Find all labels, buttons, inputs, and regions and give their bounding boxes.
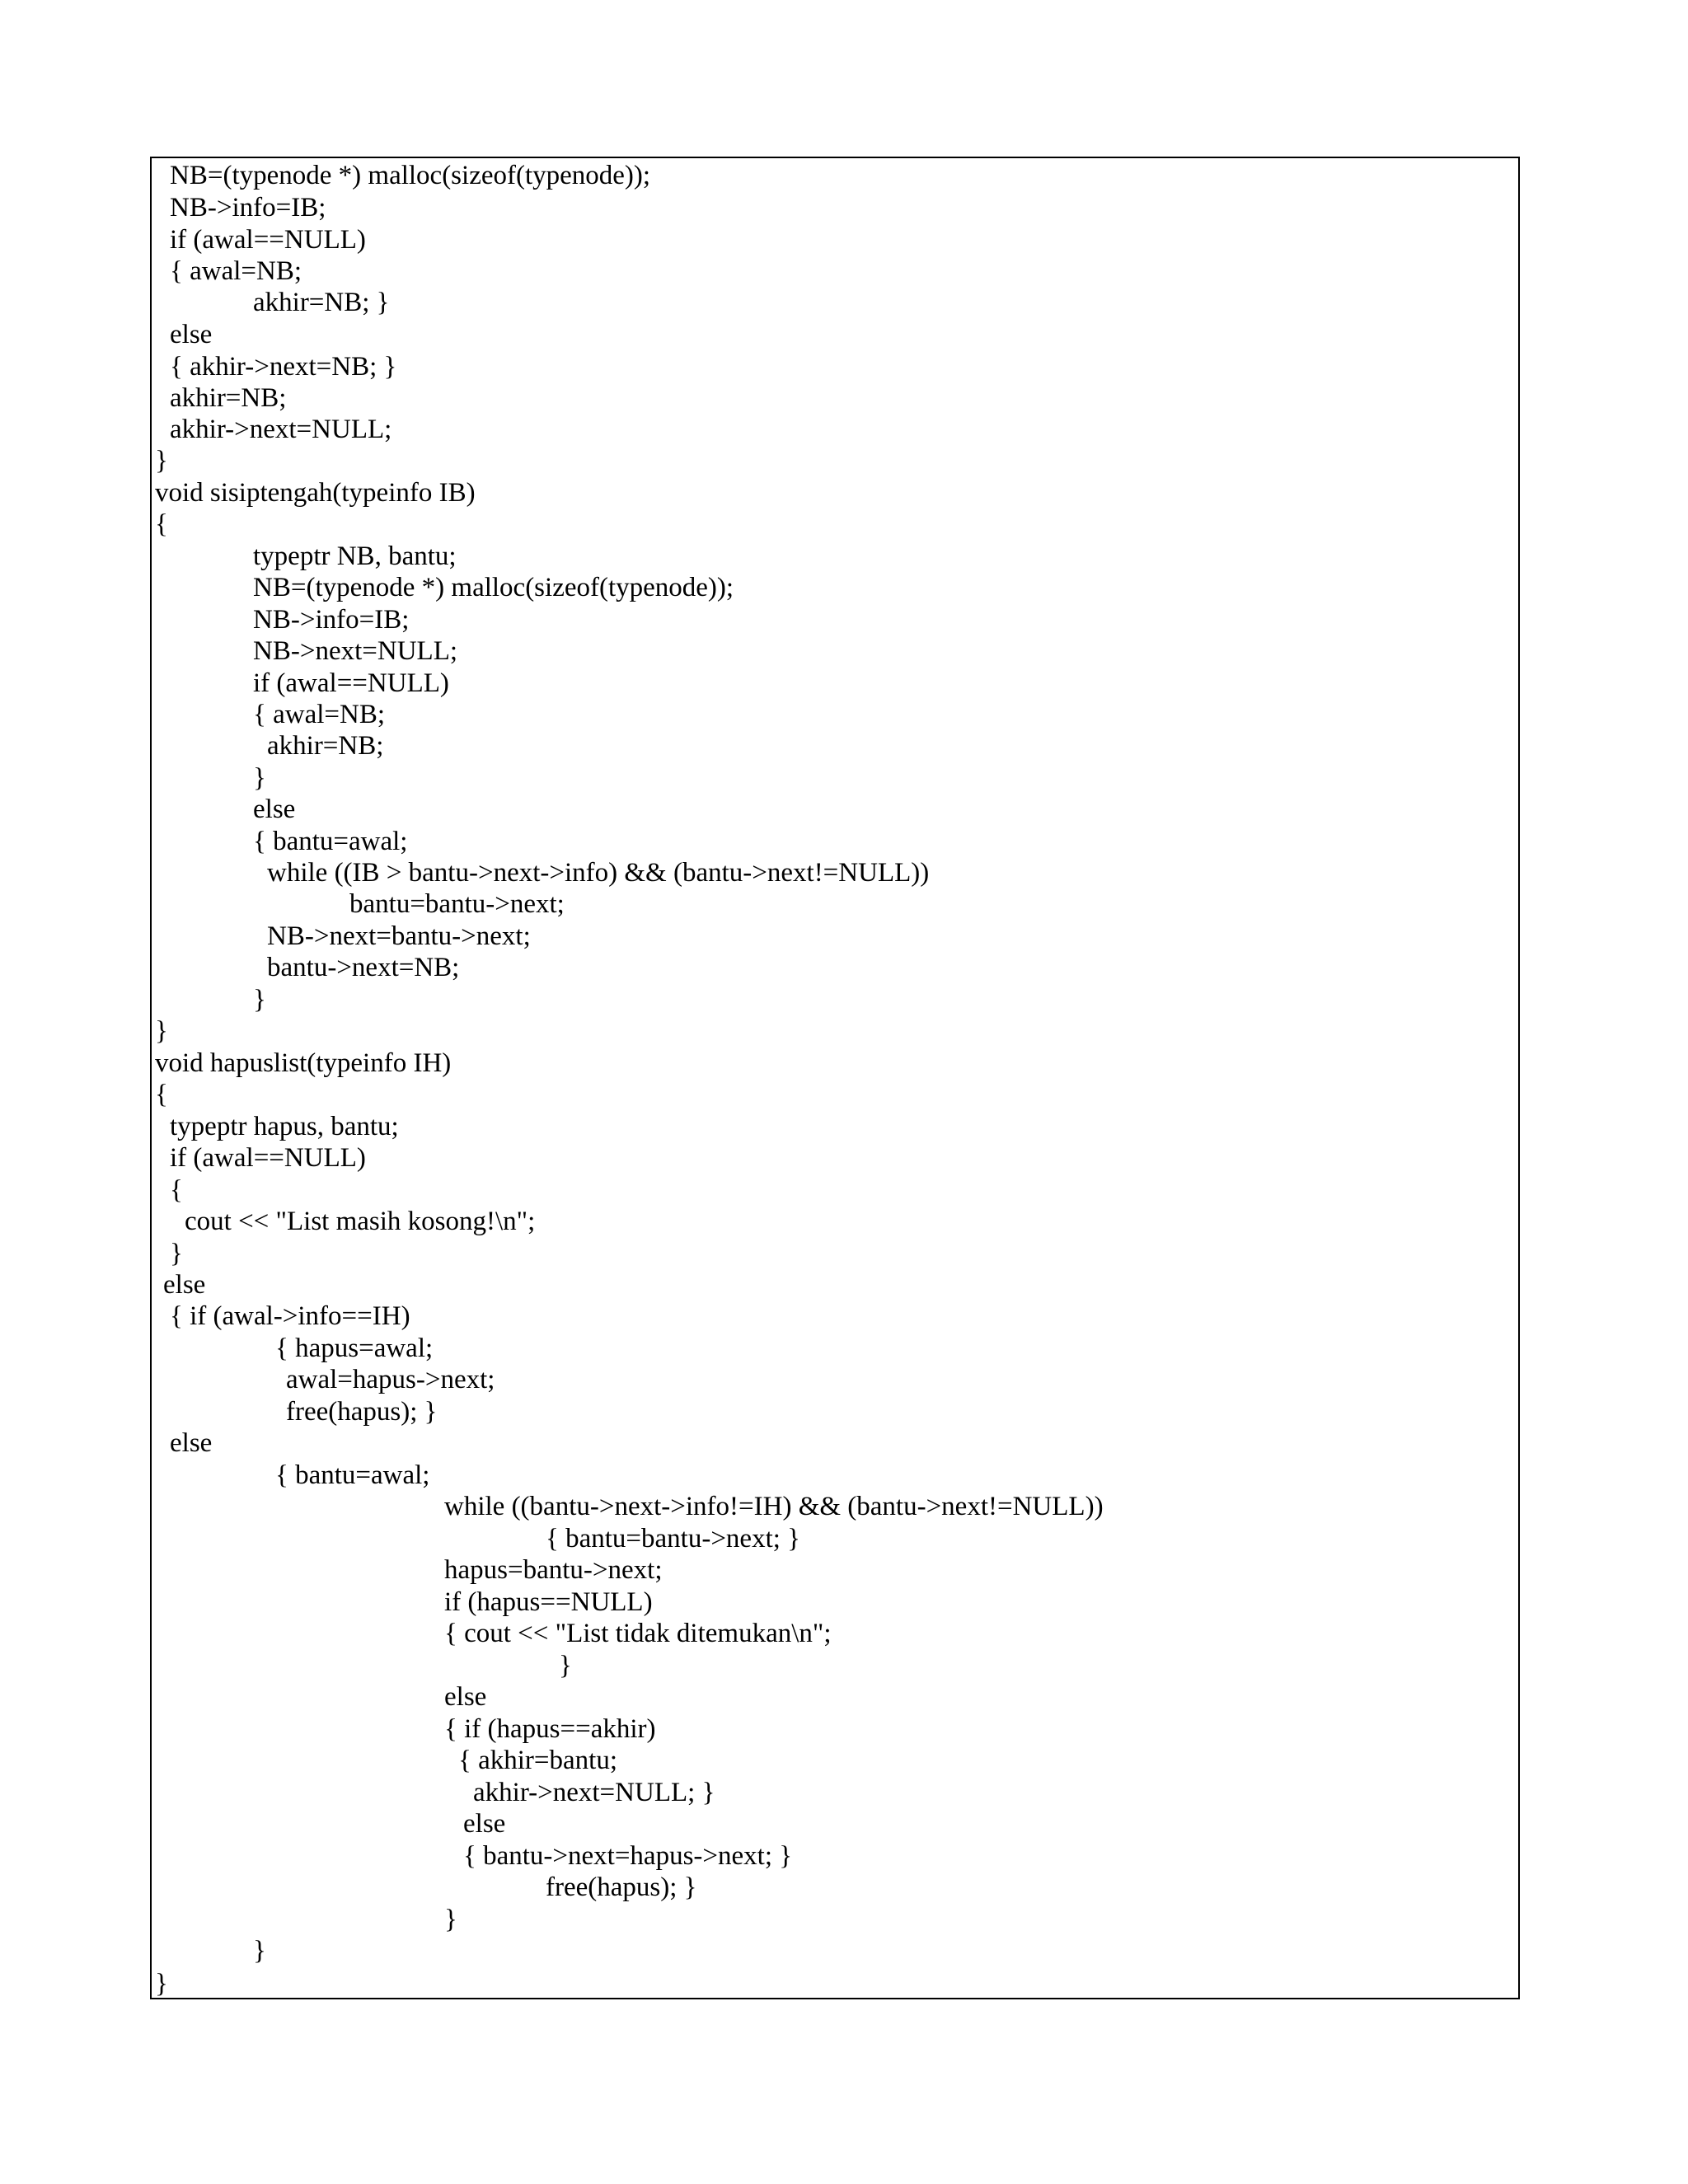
code-line: if (hapus==NULL) xyxy=(444,1587,653,1617)
code-line: bantu=bantu->next; xyxy=(349,889,565,919)
code-line: { awal=NB; xyxy=(170,256,302,286)
code-line: hapus=bantu->next; xyxy=(444,1555,663,1585)
code-line: { if (awal->info==IH) xyxy=(170,1301,410,1331)
code-line: } xyxy=(155,1969,168,1999)
code-line: void sisiptengah(typeinfo IB) xyxy=(155,478,476,508)
code-line: { bantu=awal; xyxy=(253,827,408,856)
code-line: { xyxy=(155,1080,168,1109)
code-line: NB->next=bantu->next; xyxy=(267,921,531,951)
code-line: free(hapus); } xyxy=(286,1397,438,1427)
code-line: typeptr NB, bantu; xyxy=(253,541,457,571)
code-line: } xyxy=(155,1016,168,1046)
code-line: } xyxy=(155,446,168,476)
code-line: { akhir=bantu; xyxy=(458,1746,617,1775)
code-line: free(hapus); } xyxy=(546,1872,697,1902)
code-line: NB->info=IB; xyxy=(253,605,410,635)
code-line: while ((IB > bantu->next->info) && (bantu->next!=NULL)) xyxy=(267,858,930,888)
code-line: akhir->next=NULL; xyxy=(170,415,392,444)
code-line: akhir=NB; } xyxy=(253,288,390,317)
code-line: } xyxy=(253,1936,266,1966)
code-line: { akhir->next=NB; } xyxy=(170,352,397,382)
code-line: if (awal==NULL) xyxy=(170,1143,366,1173)
code-line: { awal=NB; xyxy=(253,700,386,729)
code-line: } xyxy=(253,763,266,793)
code-line: else xyxy=(463,1809,506,1839)
code-line: { bantu=awal; xyxy=(275,1460,430,1490)
code-line: NB->next=NULL; xyxy=(253,636,458,666)
code-line: NB->info=IB; xyxy=(170,193,326,223)
code-line: akhir->next=NULL; } xyxy=(473,1778,715,1807)
code-line: cout << "List masih kosong!\n"; xyxy=(185,1207,536,1236)
code-line: else xyxy=(170,1428,213,1458)
code-line: { hapus=awal; xyxy=(275,1333,434,1363)
code-line: { cout << "List tidak ditemukan\n"; xyxy=(444,1619,832,1648)
code-line: else xyxy=(444,1682,487,1712)
code-line: void hapuslist(typeinfo IH) xyxy=(155,1048,452,1078)
code-line: else xyxy=(170,320,213,349)
code-line: akhir=NB; xyxy=(170,383,287,413)
code-line: NB=(typenode *) malloc(sizeof(typenode)); xyxy=(170,161,651,190)
code-line: } xyxy=(170,1239,183,1268)
code-line: } xyxy=(559,1651,572,1680)
code-listing-box xyxy=(150,157,1520,1999)
code-line: { xyxy=(155,509,168,539)
code-line: { xyxy=(170,1175,183,1205)
code-line: while ((bantu->next->info!=IH) && (bantu->next!=NULL)) xyxy=(444,1492,1104,1521)
code-line: { bantu=bantu->next; } xyxy=(546,1524,801,1554)
code-line: { bantu->next=hapus->next; } xyxy=(463,1841,793,1871)
code-line: bantu->next=NB; xyxy=(267,953,460,982)
code-line: if (awal==NULL) xyxy=(170,225,366,255)
code-line: NB=(typenode *) malloc(sizeof(typenode)); xyxy=(253,573,734,602)
code-line: { if (hapus==akhir) xyxy=(444,1714,656,1744)
code-line: awal=hapus->next; xyxy=(286,1365,495,1394)
code-line: } xyxy=(253,985,266,1015)
code-line: akhir=NB; xyxy=(267,731,384,761)
code-line: if (awal==NULL) xyxy=(253,668,449,698)
code-line: else xyxy=(163,1270,206,1300)
code-line: typeptr hapus, bantu; xyxy=(170,1112,399,1141)
code-line: else xyxy=(253,794,296,824)
code-line: } xyxy=(444,1905,457,1934)
